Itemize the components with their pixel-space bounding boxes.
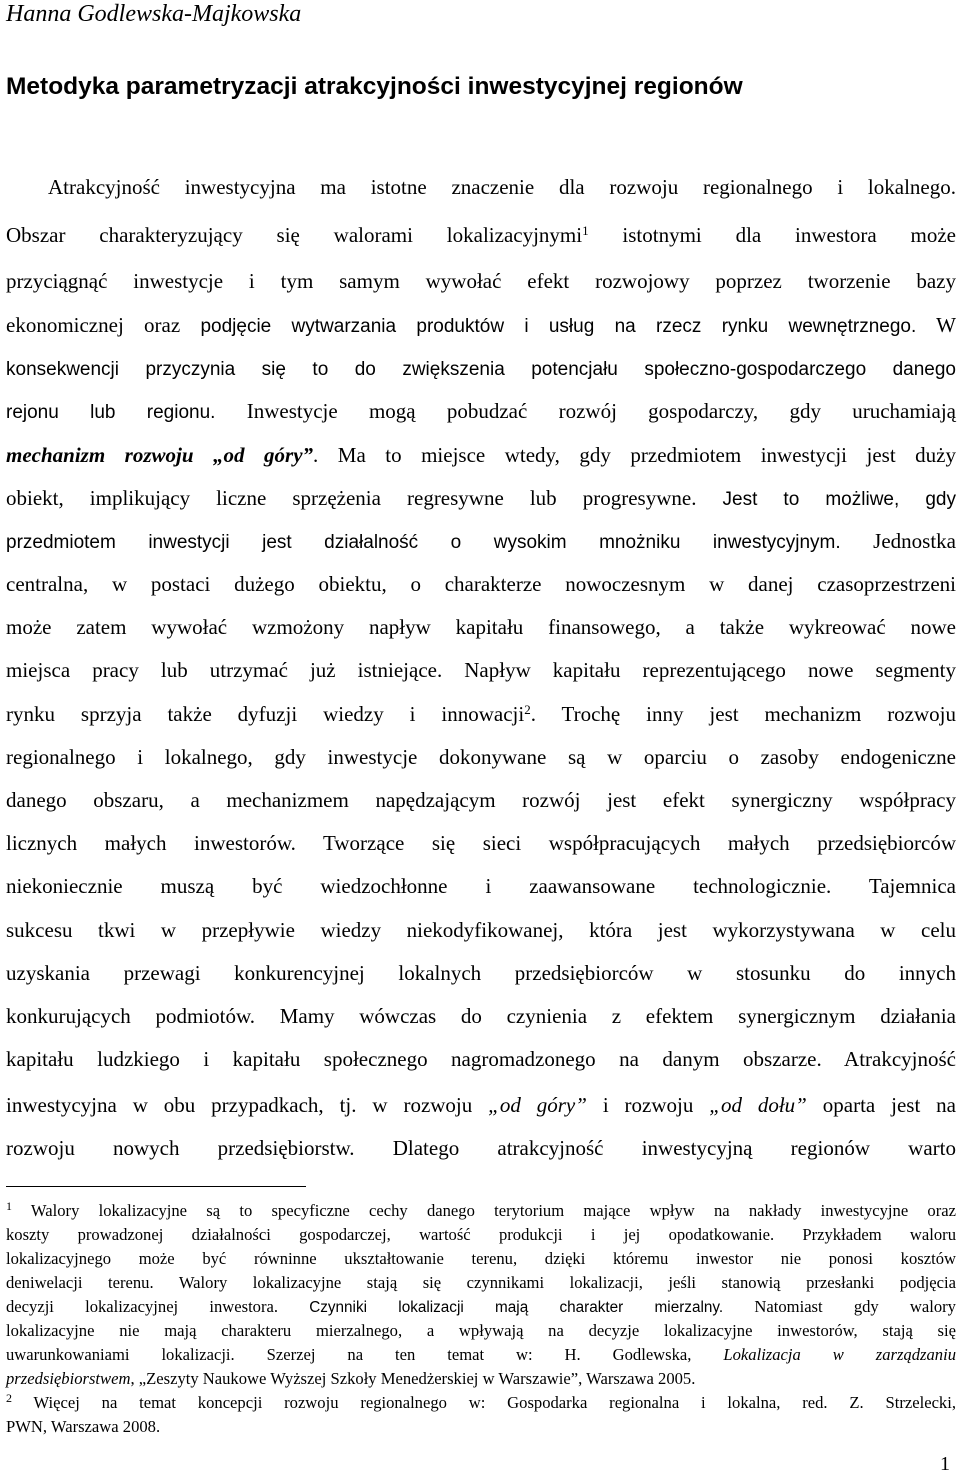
text-line: przedmiotem inwestycji jest działalność o wysokim mnożniku inwestycyjnym. Jednostka <box>6 529 956 553</box>
document-page <box>6 0 956 1484</box>
text-line: kapitału ludzkiego i kapitału społecznego nagromadzonego na danym obszarze. Atrakcyjność <box>6 1047 956 1071</box>
footnote-ref: 2 <box>524 702 531 717</box>
text-line: inwestycyjna w obu przypadkach, tj. w rozwoju „od góry” i rozwoju „od dołu” oparta jest na <box>6 1093 956 1117</box>
text-line: uzyskania przewagi konkurencyjnej lokalnych przedsiębiorców w stosunku do innych <box>6 961 956 985</box>
text-line: licznych małych inwestorów. Tworzące się sieci współpracujących małych przedsiębiorców <box>6 831 956 855</box>
text-line: ekonomicznej oraz podjęcie wytwarzania produktów i usług na rzecz rynku wewnętrznego. W <box>6 313 956 337</box>
footnote-line: lokalizacyjnego może być równinne ukształtowanie terenu, dzięki któremu inwestor nie ponosi kosztów <box>6 1249 956 1268</box>
text-line: centralna, w postaci dużego obiektu, o charakterze nowoczesnym w danej czasoprzestrzeni <box>6 572 956 596</box>
text-line: Atrakcyjność inwestycyjna ma istotne znaczenie dla rozwoju regionalnego i lokalnego. <box>48 175 956 199</box>
footnote-line: przedsiębiorstwem, „Zeszyty Naukowe Wyższej Szkoły Menedżerskiej w Warszawie”, Warszawa 2005. <box>6 1369 696 1388</box>
footnote-line: decyzji lokalizacyjnej inwestora. Czynniki lokalizacji mają charakter mierzalny. Natomiast gdy walory <box>6 1297 956 1316</box>
footnote-line: PWN, Warszawa 2008. <box>6 1417 161 1436</box>
page-number: 1 <box>940 1453 950 1475</box>
text-line: rejonu lub regionu. Inwestycje mogą pobudzać rozwój gospodarczy, gdy uruchamiają <box>6 399 956 423</box>
text-line: sukcesu tkwi w przepływie wiedzy niekodyfikowanej, która jest wykorzystywana w celu <box>6 918 956 942</box>
footnote-line: lokalizacyjne nie mają charakteru mierzalnego, a wpływają na decyzje lokalizacyjne inwestorów, stają się <box>6 1321 956 1340</box>
text-line: konkurujących podmiotów. Mamy wówczas do czynienia z efektem synergicznym działania <box>6 1004 956 1028</box>
text-line: danego obszaru, a mechanizmem napędzającym rozwój jest efekt synergiczny współpracy <box>6 788 956 812</box>
footnote-number: 2 <box>6 1391 12 1405</box>
text-line: regionalnego i lokalnego, gdy inwestycje dokonywane są w oparciu o zasoby endogeniczne <box>6 745 956 769</box>
author-name: Hanna Godlewska-Majkowska <box>6 1 302 27</box>
text-line: Obszar charakteryzujący się walorami lokalizacyjnymi$^1$ istotnymi dla inwestora może <box>6 223 957 247</box>
footnote-line: uwarunkowaniami lokalizacji. Szerzej na ten temat w: H. Godlewska, Lokalizacja w zarządzaniu <box>6 1345 957 1364</box>
text-line: przyciągnąć inwestycje i tym samym wywołać efekt rozwojowy poprzez tworzenie bazy <box>6 269 956 293</box>
text-line: miejsca pracy lub utrzymać już istniejące. Napływ kapitału reprezentującego nowe segmenty <box>6 658 956 682</box>
emphasis-text: „od góry” <box>213 443 314 467</box>
footnote-line: $^2$ Więcej na temat koncepcji rozwoju regionalnego w: Gospodarka regionalna i lokalna, red. Z. Strzelecki, <box>6 1391 956 1412</box>
document-title: Metodyka parametryzacji atrakcyjności inwestycyjnej regionów <box>6 73 743 100</box>
emphasis-text: mechanizm rozwoju <box>6 443 214 467</box>
text-line: obiekt, implikujący liczne sprzężenia regresywne lub progresywne. Jest to możliwe, gdy <box>6 486 956 510</box>
footnote-number: 1 <box>6 1199 12 1213</box>
text-line: rynku sprzyja także dyfuzji wiedzy i innowacji$^2$. Trochę inny jest mechanizm rozwoju <box>6 702 957 726</box>
text-line: rozwoju nowych przedsiębiorstw. Dlatego atrakcyjność inwestycyjną regionów warto <box>6 1136 956 1160</box>
footnote-line: deniwelacji terenu. Walory lokalizacyjne stają się czynnikami lokalizacji, jeśli stanowią przesłanki podjęcia <box>6 1273 956 1292</box>
text-line: konsekwencji przyczynia się to do zwiększenia potencjału społeczno-gospodarczego danego <box>6 359 956 380</box>
footnote-line: koszty prowadzonej działalności gospodarczej, wartość produkcji i jej opodatkowanie. Przykładem waloru <box>6 1225 956 1244</box>
footnote-separator <box>6 1186 306 1187</box>
emphasis-text: „od dołu” <box>709 1093 807 1117</box>
text-line: niekoniecznie muszą być wiedzochłonne i zaawansowane technologicznie. Tajemnica <box>6 874 956 898</box>
text-line: mechanizm rozwoju „od góry”. Ma to miejsce wtedy, gdy przedmiotem inwestycji jest duży <box>6 443 956 467</box>
text-line: może zatem wywołać wzmożony napływ kapitału finansowego, a także wykreować nowe <box>6 615 956 639</box>
footnote-ref: 1 <box>582 223 589 238</box>
emphasis-text: „od góry” <box>488 1093 587 1117</box>
footnote-line: $^1$ Walory lokalizacyjne są to specyficzne cechy danego terytorium mające wpływ na nakłady inwestycyjne oraz <box>6 1199 956 1220</box>
